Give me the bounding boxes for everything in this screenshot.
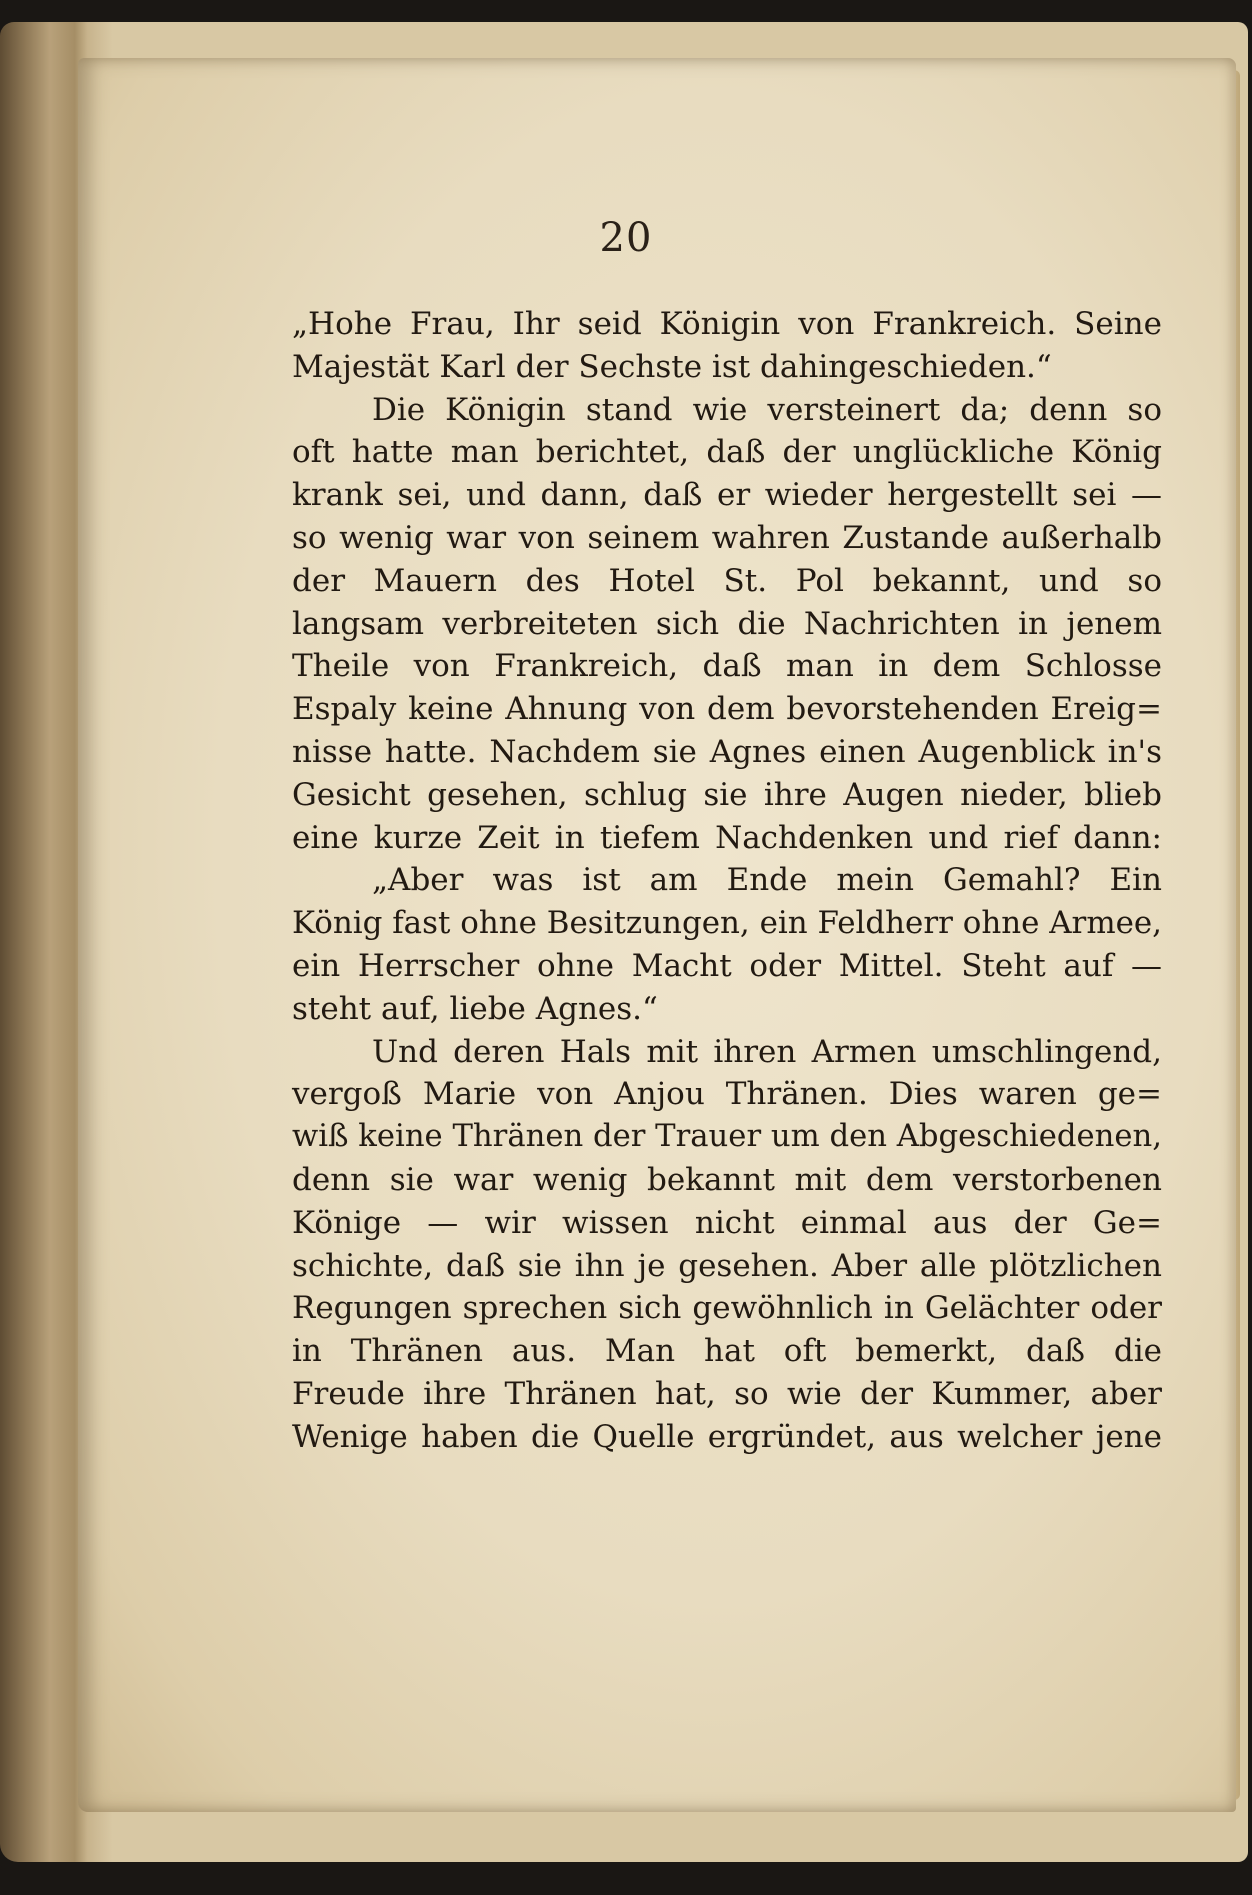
text-line: Theile von Frankreich, daß man in dem Schlosse bbox=[292, 648, 1162, 685]
text-line: so wenig war von seinem wahren Zustande außerhalb bbox=[292, 519, 1162, 556]
text-line: Regungen sprechen sich gewöhnlich in Gelächter oder bbox=[292, 1290, 1162, 1327]
text-line: in Thränen aus. Man hat oft bemerkt, daß die bbox=[292, 1333, 1162, 1370]
text-line: schichte, daß sie ihn je gesehen. Aber alle plötzlichen bbox=[292, 1247, 1162, 1284]
text-line: Die Königin stand wie versteinert da; denn so bbox=[372, 391, 1162, 428]
text-line: nisse hatte. Nachdem sie Agnes einen Augenblick in's bbox=[292, 733, 1162, 770]
text-line: Espaly keine Ahnung von dem bevorstehenden Ereig= bbox=[292, 691, 1162, 728]
text-line: Majestät Karl der Sechste ist dahingeschieden.“ bbox=[292, 348, 1052, 385]
text-line: denn sie war wenig bekannt mit dem verstorbenen bbox=[292, 1161, 1162, 1198]
text-line: krank sei, und dann, daß er wieder hergestellt sei — bbox=[292, 477, 1162, 514]
text-line: Freude ihre Thränen hat, so wie der Kummer, aber bbox=[292, 1375, 1162, 1412]
text-line: Und deren Hals mit ihren Armen umschlingend, bbox=[372, 1033, 1162, 1070]
text-line: wiß keine Thränen der Trauer um den Abgeschiedenen, bbox=[292, 1119, 1162, 1155]
text-line: vergoß Marie von Anjou Thränen. Dies waren ge= bbox=[292, 1076, 1162, 1113]
text-line: „Aber was ist am Ende mein Gemahl? Ein bbox=[372, 862, 1162, 899]
text-line: Gesicht gesehen, schlug sie ihre Augen nieder, blieb bbox=[292, 776, 1162, 813]
text-line: eine kurze Zeit in tiefem Nachdenken und rief dann: bbox=[292, 819, 1162, 856]
text-line: der Mauern des Hotel St. Pol bekannt, und so bbox=[292, 562, 1162, 599]
text-line: langsam verbreiteten sich die Nachrichten in jenem bbox=[292, 605, 1162, 642]
page-number: 20 bbox=[599, 215, 653, 261]
text-line: Wenige haben die Quelle ergründet, aus welcher jene bbox=[292, 1418, 1162, 1455]
text-line: steht auf, liebe Agnes.“ bbox=[292, 990, 658, 1027]
text-line: ein Herrscher ohne Macht oder Mittel. Steht auf — bbox=[292, 947, 1162, 984]
text-line: König fast ohne Besitzungen, ein Feldherr ohne Armee, bbox=[292, 905, 1162, 942]
text-line: „Hohe Frau, Ihr seid Königin von Frankreich. Seine bbox=[292, 306, 1162, 342]
page-text bbox=[292, 303, 1162, 1459]
text-line: oft hatte man berichtet, daß der unglückliche König bbox=[292, 434, 1162, 471]
text-line: Könige — wir wissen nicht einmal aus der Ge= bbox=[292, 1204, 1162, 1241]
